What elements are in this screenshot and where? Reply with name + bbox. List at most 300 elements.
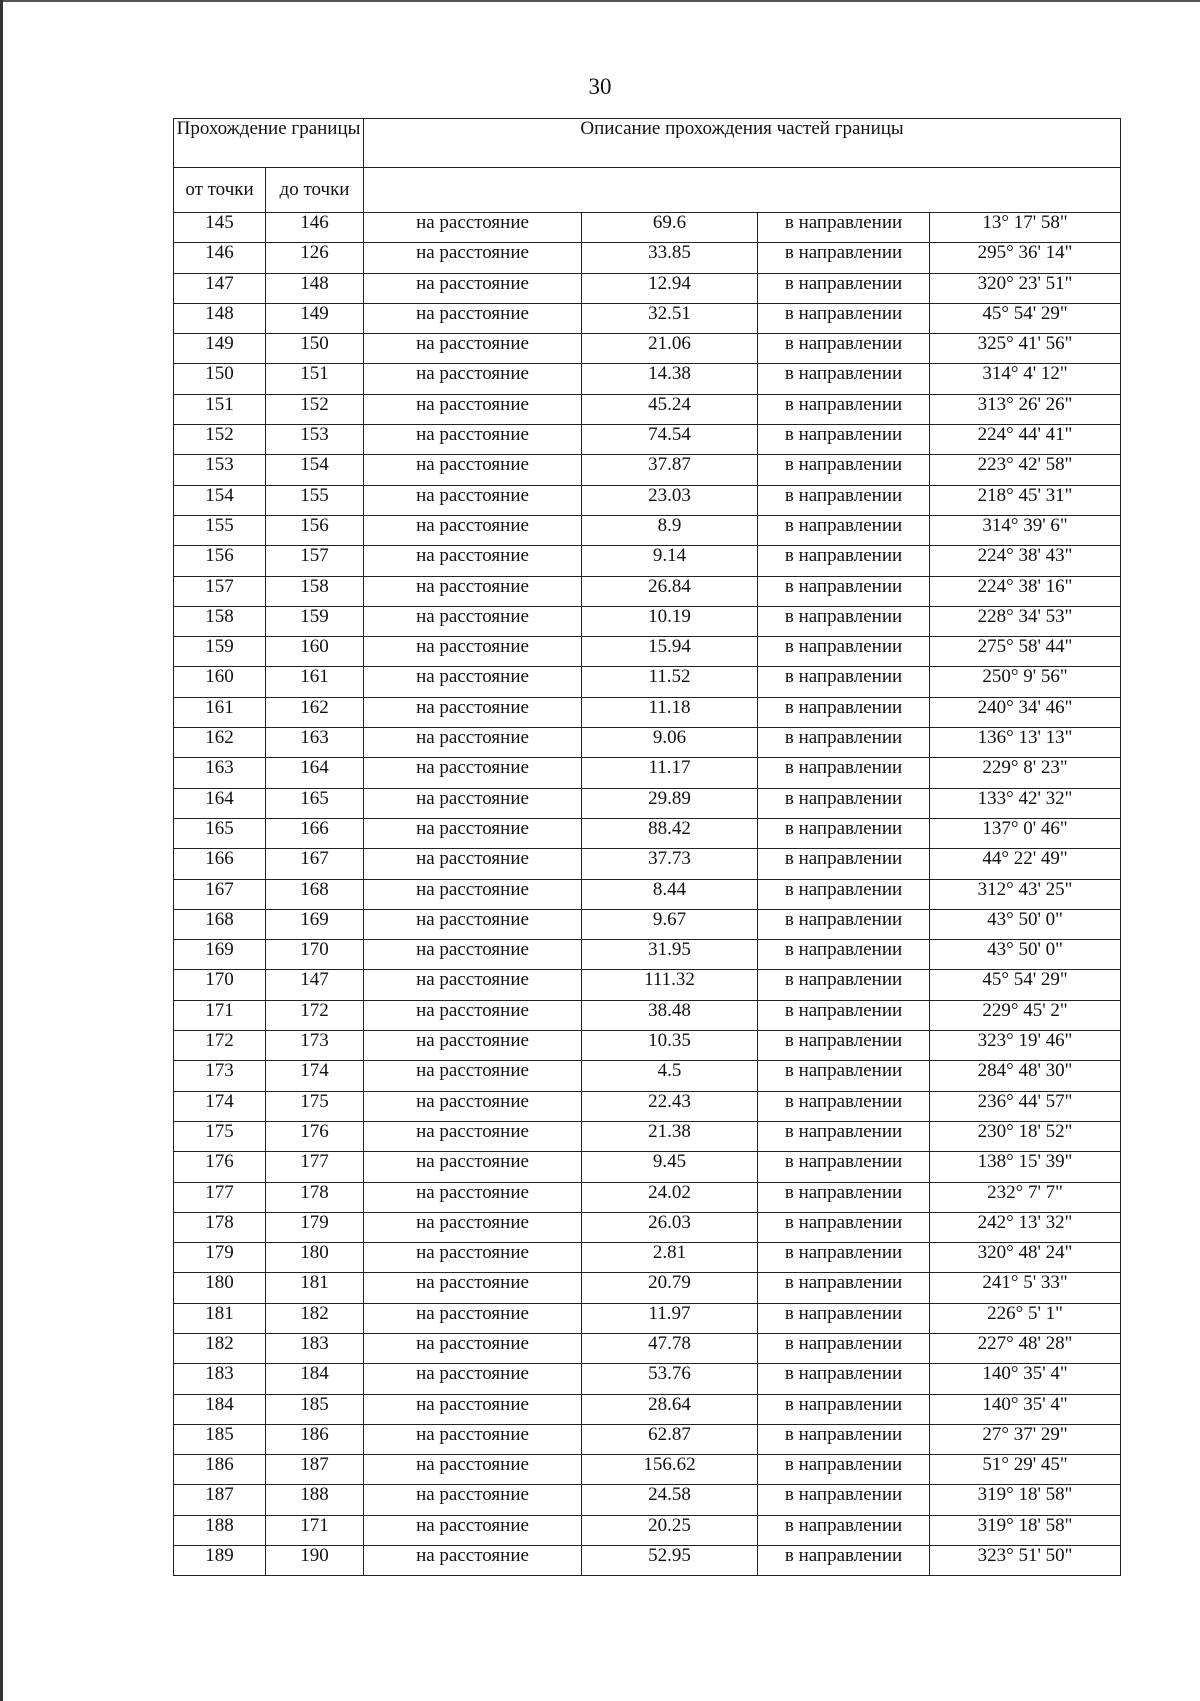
cell-direction-label: в направлении	[758, 1455, 930, 1485]
cell-from-point: 169	[174, 940, 266, 970]
cell-distance-value: 8.9	[582, 515, 758, 545]
cell-from-point: 155	[174, 515, 266, 545]
cell-from-point: 146	[174, 243, 266, 273]
cell-distance-value: 26.84	[582, 576, 758, 606]
cell-to-point: 179	[266, 1212, 364, 1242]
table-row	[174, 1121, 1121, 1151]
cell-to-point: 158	[266, 576, 364, 606]
cell-direction-label: в направлении	[758, 1061, 930, 1091]
cell-distance-value: 28.64	[582, 1394, 758, 1424]
cell-direction-label: в направлении	[758, 1333, 930, 1363]
cell-distance-label: на расстояние	[364, 909, 582, 939]
table-row	[174, 485, 1121, 515]
cell-from-point: 183	[174, 1364, 266, 1394]
cell-distance-label: на расстояние	[364, 576, 582, 606]
table-row	[174, 1273, 1121, 1303]
cell-from-point: 173	[174, 1061, 266, 1091]
cell-from-point: 145	[174, 213, 266, 243]
cell-distance-label: на расстояние	[364, 334, 582, 364]
cell-bearing-value: 138° 15' 39"	[930, 1152, 1121, 1182]
cell-direction-label: в направлении	[758, 425, 930, 455]
cell-bearing-value: 43° 50' 0"	[930, 909, 1121, 939]
table-row	[174, 576, 1121, 606]
table-row	[174, 394, 1121, 424]
cell-bearing-value: 314° 39' 6"	[930, 515, 1121, 545]
cell-bearing-value: 224° 38' 43"	[930, 546, 1121, 576]
cell-bearing-value: 51° 29' 45"	[930, 1455, 1121, 1485]
cell-to-point: 169	[266, 909, 364, 939]
cell-distance-label: на расстояние	[364, 364, 582, 394]
boundary-table	[173, 118, 1121, 1576]
cell-to-point: 172	[266, 1000, 364, 1030]
cell-to-point: 155	[266, 485, 364, 515]
cell-from-point: 148	[174, 303, 266, 333]
cell-distance-value: 9.45	[582, 1152, 758, 1182]
cell-distance-value: 156.62	[582, 1455, 758, 1485]
cell-direction-label: в направлении	[758, 1394, 930, 1424]
cell-to-point: 162	[266, 697, 364, 727]
cell-from-point: 152	[174, 425, 266, 455]
cell-to-point: 147	[266, 970, 364, 1000]
scan-left-edge	[0, 0, 3, 1701]
table-row	[174, 334, 1121, 364]
cell-direction-label: в направлении	[758, 303, 930, 333]
cell-distance-label: на расстояние	[364, 1243, 582, 1273]
cell-bearing-value: 242° 13' 32"	[930, 1212, 1121, 1242]
cell-distance-label: на расстояние	[364, 1121, 582, 1151]
cell-distance-value: 38.48	[582, 1000, 758, 1030]
cell-bearing-value: 43° 50' 0"	[930, 940, 1121, 970]
table-row	[174, 364, 1121, 394]
cell-distance-label: на расстояние	[364, 788, 582, 818]
cell-direction-label: в направлении	[758, 940, 930, 970]
table-row	[174, 1031, 1121, 1061]
cell-distance-value: 20.25	[582, 1515, 758, 1545]
table-row	[174, 455, 1121, 485]
cell-distance-value: 88.42	[582, 818, 758, 848]
cell-to-point: 163	[266, 728, 364, 758]
cell-distance-value: 23.03	[582, 485, 758, 515]
cell-from-point: 176	[174, 1152, 266, 1182]
cell-from-point: 187	[174, 1485, 266, 1515]
cell-distance-label: на расстояние	[364, 1000, 582, 1030]
table-row	[174, 1243, 1121, 1273]
cell-distance-label: на расстояние	[364, 303, 582, 333]
cell-to-point: 126	[266, 243, 364, 273]
cell-direction-label: в направлении	[758, 1303, 930, 1333]
cell-bearing-value: 320° 48' 24"	[930, 1243, 1121, 1273]
cell-to-point: 151	[266, 364, 364, 394]
cell-bearing-value: 45° 54' 29"	[930, 303, 1121, 333]
cell-to-point: 185	[266, 1394, 364, 1424]
cell-to-point: 154	[266, 455, 364, 485]
cell-direction-label: в направлении	[758, 909, 930, 939]
cell-from-point: 170	[174, 970, 266, 1000]
table-row	[174, 1091, 1121, 1121]
header-to-point: до точки	[266, 168, 364, 213]
cell-bearing-value: 284° 48' 30"	[930, 1061, 1121, 1091]
cell-distance-value: 4.5	[582, 1061, 758, 1091]
cell-to-point: 174	[266, 1061, 364, 1091]
cell-distance-label: на расстояние	[364, 758, 582, 788]
cell-direction-label: в направлении	[758, 243, 930, 273]
cell-distance-value: 24.02	[582, 1182, 758, 1212]
cell-direction-label: в направлении	[758, 818, 930, 848]
cell-direction-label: в направлении	[758, 1121, 930, 1151]
cell-bearing-value: 229° 8' 23"	[930, 758, 1121, 788]
cell-from-point: 179	[174, 1243, 266, 1273]
cell-distance-value: 9.14	[582, 546, 758, 576]
cell-from-point: 186	[174, 1455, 266, 1485]
cell-to-point: 173	[266, 1031, 364, 1061]
cell-distance-value: 29.89	[582, 788, 758, 818]
cell-to-point: 186	[266, 1424, 364, 1454]
cell-direction-label: в направлении	[758, 1515, 930, 1545]
cell-to-point: 176	[266, 1121, 364, 1151]
cell-from-point: 181	[174, 1303, 266, 1333]
cell-direction-label: в направлении	[758, 1212, 930, 1242]
cell-from-point: 159	[174, 637, 266, 667]
cell-to-point: 181	[266, 1273, 364, 1303]
cell-direction-label: в направлении	[758, 334, 930, 364]
cell-direction-label: в направлении	[758, 697, 930, 727]
cell-bearing-value: 224° 44' 41"	[930, 425, 1121, 455]
cell-from-point: 154	[174, 485, 266, 515]
cell-from-point: 166	[174, 849, 266, 879]
cell-direction-label: в направлении	[758, 788, 930, 818]
cell-direction-label: в направлении	[758, 213, 930, 243]
table-row	[174, 758, 1121, 788]
cell-distance-label: на расстояние	[364, 485, 582, 515]
cell-bearing-value: 319° 18' 58"	[930, 1485, 1121, 1515]
header-passage: Прохождение границы	[174, 119, 364, 168]
cell-distance-label: на расстояние	[364, 879, 582, 909]
cell-distance-value: 62.87	[582, 1424, 758, 1454]
cell-bearing-value: 140° 35' 4"	[930, 1364, 1121, 1394]
cell-bearing-value: 137° 0' 46"	[930, 818, 1121, 848]
cell-distance-label: на расстояние	[364, 1364, 582, 1394]
cell-distance-label: на расстояние	[364, 515, 582, 545]
page-number: 30	[588, 74, 612, 99]
cell-to-point: 190	[266, 1546, 364, 1576]
cell-bearing-value: 228° 34' 53"	[930, 606, 1121, 636]
cell-from-point: 161	[174, 697, 266, 727]
table-row	[174, 940, 1121, 970]
cell-from-point: 184	[174, 1394, 266, 1424]
cell-to-point: 188	[266, 1485, 364, 1515]
table-row	[174, 1212, 1121, 1242]
cell-direction-label: в направлении	[758, 728, 930, 758]
table-row	[174, 1455, 1121, 1485]
cell-bearing-value: 218° 45' 31"	[930, 485, 1121, 515]
cell-distance-value: 37.73	[582, 849, 758, 879]
cell-direction-label: в направлении	[758, 667, 930, 697]
cell-distance-value: 20.79	[582, 1273, 758, 1303]
cell-to-point: 148	[266, 273, 364, 303]
cell-from-point: 147	[174, 273, 266, 303]
cell-distance-label: на расстояние	[364, 1333, 582, 1363]
cell-distance-label: на расстояние	[364, 1394, 582, 1424]
cell-bearing-value: 27° 37' 29"	[930, 1424, 1121, 1454]
cell-direction-label: в направлении	[758, 1091, 930, 1121]
table-row	[174, 728, 1121, 758]
cell-bearing-value: 314° 4' 12"	[930, 364, 1121, 394]
cell-bearing-value: 226° 5' 1"	[930, 1303, 1121, 1333]
cell-from-point: 168	[174, 909, 266, 939]
cell-direction-label: в направлении	[758, 1152, 930, 1182]
cell-direction-label: в направлении	[758, 515, 930, 545]
cell-direction-label: в направлении	[758, 1546, 930, 1576]
cell-from-point: 156	[174, 546, 266, 576]
cell-from-point: 185	[174, 1424, 266, 1454]
cell-distance-label: на расстояние	[364, 1212, 582, 1242]
cell-direction-label: в направлении	[758, 485, 930, 515]
cell-bearing-value: 325° 41' 56"	[930, 334, 1121, 364]
table-row	[174, 1000, 1121, 1030]
cell-distance-value: 45.24	[582, 394, 758, 424]
cell-distance-label: на расстояние	[364, 728, 582, 758]
cell-from-point: 153	[174, 455, 266, 485]
cell-bearing-value: 240° 34' 46"	[930, 697, 1121, 727]
cell-to-point: 167	[266, 849, 364, 879]
cell-distance-label: на расстояние	[364, 1182, 582, 1212]
cell-distance-value: 69.6	[582, 213, 758, 243]
table-row	[174, 667, 1121, 697]
cell-distance-label: на расстояние	[364, 1273, 582, 1303]
cell-from-point: 167	[174, 879, 266, 909]
cell-distance-value: 33.85	[582, 243, 758, 273]
table-row	[174, 515, 1121, 545]
cell-distance-label: на расстояние	[364, 1303, 582, 1333]
cell-distance-value: 53.76	[582, 1364, 758, 1394]
cell-distance-value: 11.97	[582, 1303, 758, 1333]
cell-to-point: 177	[266, 1152, 364, 1182]
table-row	[174, 1182, 1121, 1212]
cell-distance-value: 9.67	[582, 909, 758, 939]
cell-distance-value: 10.19	[582, 606, 758, 636]
cell-bearing-value: 320° 23' 51"	[930, 273, 1121, 303]
cell-direction-label: в направлении	[758, 606, 930, 636]
cell-distance-label: на расстояние	[364, 1061, 582, 1091]
cell-distance-label: на расстояние	[364, 1031, 582, 1061]
cell-to-point: 187	[266, 1455, 364, 1485]
cell-bearing-value: 275° 58' 44"	[930, 637, 1121, 667]
cell-bearing-value: 295° 36' 14"	[930, 243, 1121, 273]
cell-from-point: 188	[174, 1515, 266, 1545]
table-row	[174, 213, 1121, 243]
cell-bearing-value: 241° 5' 33"	[930, 1273, 1121, 1303]
cell-distance-value: 111.32	[582, 970, 758, 1000]
cell-distance-label: на расстояние	[364, 1424, 582, 1454]
cell-to-point: 157	[266, 546, 364, 576]
cell-direction-label: в направлении	[758, 1273, 930, 1303]
cell-bearing-value: 224° 38' 16"	[930, 576, 1121, 606]
table-row	[174, 1152, 1121, 1182]
cell-direction-label: в направлении	[758, 455, 930, 485]
cell-from-point: 158	[174, 606, 266, 636]
cell-distance-value: 22.43	[582, 1091, 758, 1121]
cell-from-point: 189	[174, 1546, 266, 1576]
cell-to-point: 166	[266, 818, 364, 848]
table-row	[174, 243, 1121, 273]
cell-distance-label: на расстояние	[364, 546, 582, 576]
cell-distance-label: на расстояние	[364, 940, 582, 970]
table-row	[174, 637, 1121, 667]
cell-to-point: 165	[266, 788, 364, 818]
cell-distance-label: на расстояние	[364, 849, 582, 879]
cell-direction-label: в направлении	[758, 394, 930, 424]
cell-bearing-value: 232° 7' 7"	[930, 1182, 1121, 1212]
cell-distance-label: на расстояние	[364, 1485, 582, 1515]
cell-direction-label: в направлении	[758, 1243, 930, 1273]
cell-from-point: 178	[174, 1212, 266, 1242]
cell-bearing-value: 323° 19' 46"	[930, 1031, 1121, 1061]
cell-to-point: 152	[266, 394, 364, 424]
cell-distance-label: на расстояние	[364, 1152, 582, 1182]
cell-distance-value: 37.87	[582, 455, 758, 485]
cell-bearing-value: 13° 17' 58"	[930, 213, 1121, 243]
cell-distance-label: на расстояние	[364, 273, 582, 303]
table-row	[174, 1394, 1121, 1424]
cell-distance-value: 14.38	[582, 364, 758, 394]
cell-to-point: 153	[266, 425, 364, 455]
cell-distance-label: на расстояние	[364, 1546, 582, 1576]
cell-direction-label: в направлении	[758, 546, 930, 576]
cell-to-point: 178	[266, 1182, 364, 1212]
cell-from-point: 174	[174, 1091, 266, 1121]
cell-distance-value: 31.95	[582, 940, 758, 970]
cell-bearing-value: 44° 22' 49"	[930, 849, 1121, 879]
cell-bearing-value: 133° 42' 32"	[930, 788, 1121, 818]
table-row	[174, 909, 1121, 939]
cell-direction-label: в направлении	[758, 364, 930, 394]
cell-distance-value: 21.06	[582, 334, 758, 364]
cell-bearing-value: 236° 44' 57"	[930, 1091, 1121, 1121]
cell-to-point: 149	[266, 303, 364, 333]
cell-direction-label: в направлении	[758, 1424, 930, 1454]
table-row	[174, 849, 1121, 879]
table-row	[174, 818, 1121, 848]
cell-distance-value: 32.51	[582, 303, 758, 333]
cell-direction-label: в направлении	[758, 1031, 930, 1061]
table-row	[174, 788, 1121, 818]
cell-from-point: 180	[174, 1273, 266, 1303]
cell-to-point: 150	[266, 334, 364, 364]
cell-direction-label: в направлении	[758, 1000, 930, 1030]
cell-bearing-value: 312° 43' 25"	[930, 879, 1121, 909]
cell-direction-label: в направлении	[758, 1485, 930, 1515]
cell-to-point: 161	[266, 667, 364, 697]
cell-to-point: 168	[266, 879, 364, 909]
cell-distance-label: на расстояние	[364, 1455, 582, 1485]
cell-to-point: 146	[266, 213, 364, 243]
cell-distance-value: 9.06	[582, 728, 758, 758]
table-row	[174, 1546, 1121, 1576]
cell-from-point: 163	[174, 758, 266, 788]
cell-from-point: 150	[174, 364, 266, 394]
table-row	[174, 546, 1121, 576]
table-row	[174, 425, 1121, 455]
cell-to-point: 160	[266, 637, 364, 667]
cell-direction-label: в направлении	[758, 273, 930, 303]
cell-bearing-value: 229° 45' 2"	[930, 1000, 1121, 1030]
cell-distance-label: на расстояние	[364, 697, 582, 727]
cell-bearing-value: 227° 48' 28"	[930, 1333, 1121, 1363]
cell-direction-label: в направлении	[758, 879, 930, 909]
table-row	[174, 879, 1121, 909]
cell-to-point: 183	[266, 1333, 364, 1363]
cell-distance-label: на расстояние	[364, 667, 582, 697]
cell-from-point: 175	[174, 1121, 266, 1151]
cell-distance-value: 10.35	[582, 1031, 758, 1061]
table-body	[174, 213, 1121, 1576]
table-row	[174, 1364, 1121, 1394]
cell-direction-label: в направлении	[758, 1182, 930, 1212]
cell-distance-value: 74.54	[582, 425, 758, 455]
table-row	[174, 697, 1121, 727]
cell-distance-value: 2.81	[582, 1243, 758, 1273]
cell-distance-value: 11.52	[582, 667, 758, 697]
cell-distance-value: 12.94	[582, 273, 758, 303]
header-description-continuation	[364, 168, 1121, 213]
cell-from-point: 165	[174, 818, 266, 848]
cell-to-point: 180	[266, 1243, 364, 1273]
cell-to-point: 184	[266, 1364, 364, 1394]
cell-distance-label: на расстояние	[364, 425, 582, 455]
cell-from-point: 151	[174, 394, 266, 424]
table-row	[174, 1515, 1121, 1545]
cell-distance-value: 47.78	[582, 1333, 758, 1363]
cell-distance-label: на расстояние	[364, 637, 582, 667]
cell-to-point: 182	[266, 1303, 364, 1333]
cell-from-point: 149	[174, 334, 266, 364]
cell-bearing-value: 319° 18' 58"	[930, 1515, 1121, 1545]
cell-to-point: 171	[266, 1515, 364, 1545]
cell-distance-label: на расстояние	[364, 243, 582, 273]
cell-direction-label: в направлении	[758, 576, 930, 606]
table-row	[174, 1424, 1121, 1454]
cell-direction-label: в направлении	[758, 637, 930, 667]
cell-from-point: 172	[174, 1031, 266, 1061]
cell-from-point: 160	[174, 667, 266, 697]
table-row	[174, 1485, 1121, 1515]
cell-direction-label: в направлении	[758, 849, 930, 879]
table-row	[174, 606, 1121, 636]
cell-distance-label: на расстояние	[364, 970, 582, 1000]
cell-bearing-value: 250° 9' 56"	[930, 667, 1121, 697]
cell-from-point: 164	[174, 788, 266, 818]
cell-distance-value: 26.03	[582, 1212, 758, 1242]
cell-distance-label: на расстояние	[364, 213, 582, 243]
cell-distance-label: на расстояние	[364, 1091, 582, 1121]
cell-bearing-value: 313° 26' 26"	[930, 394, 1121, 424]
table-row	[174, 1061, 1121, 1091]
cell-direction-label: в направлении	[758, 1364, 930, 1394]
cell-to-point: 164	[266, 758, 364, 788]
cell-distance-value: 21.38	[582, 1121, 758, 1151]
cell-to-point: 170	[266, 940, 364, 970]
cell-bearing-value: 223° 42' 58"	[930, 455, 1121, 485]
cell-from-point: 177	[174, 1182, 266, 1212]
cell-direction-label: в направлении	[758, 970, 930, 1000]
cell-from-point: 182	[174, 1333, 266, 1363]
header-description: Описание прохождения частей границы	[364, 119, 1121, 168]
cell-bearing-value: 323° 51' 50"	[930, 1546, 1121, 1576]
cell-distance-value: 15.94	[582, 637, 758, 667]
cell-distance-value: 11.18	[582, 697, 758, 727]
table-row	[174, 970, 1121, 1000]
cell-distance-value: 8.44	[582, 879, 758, 909]
